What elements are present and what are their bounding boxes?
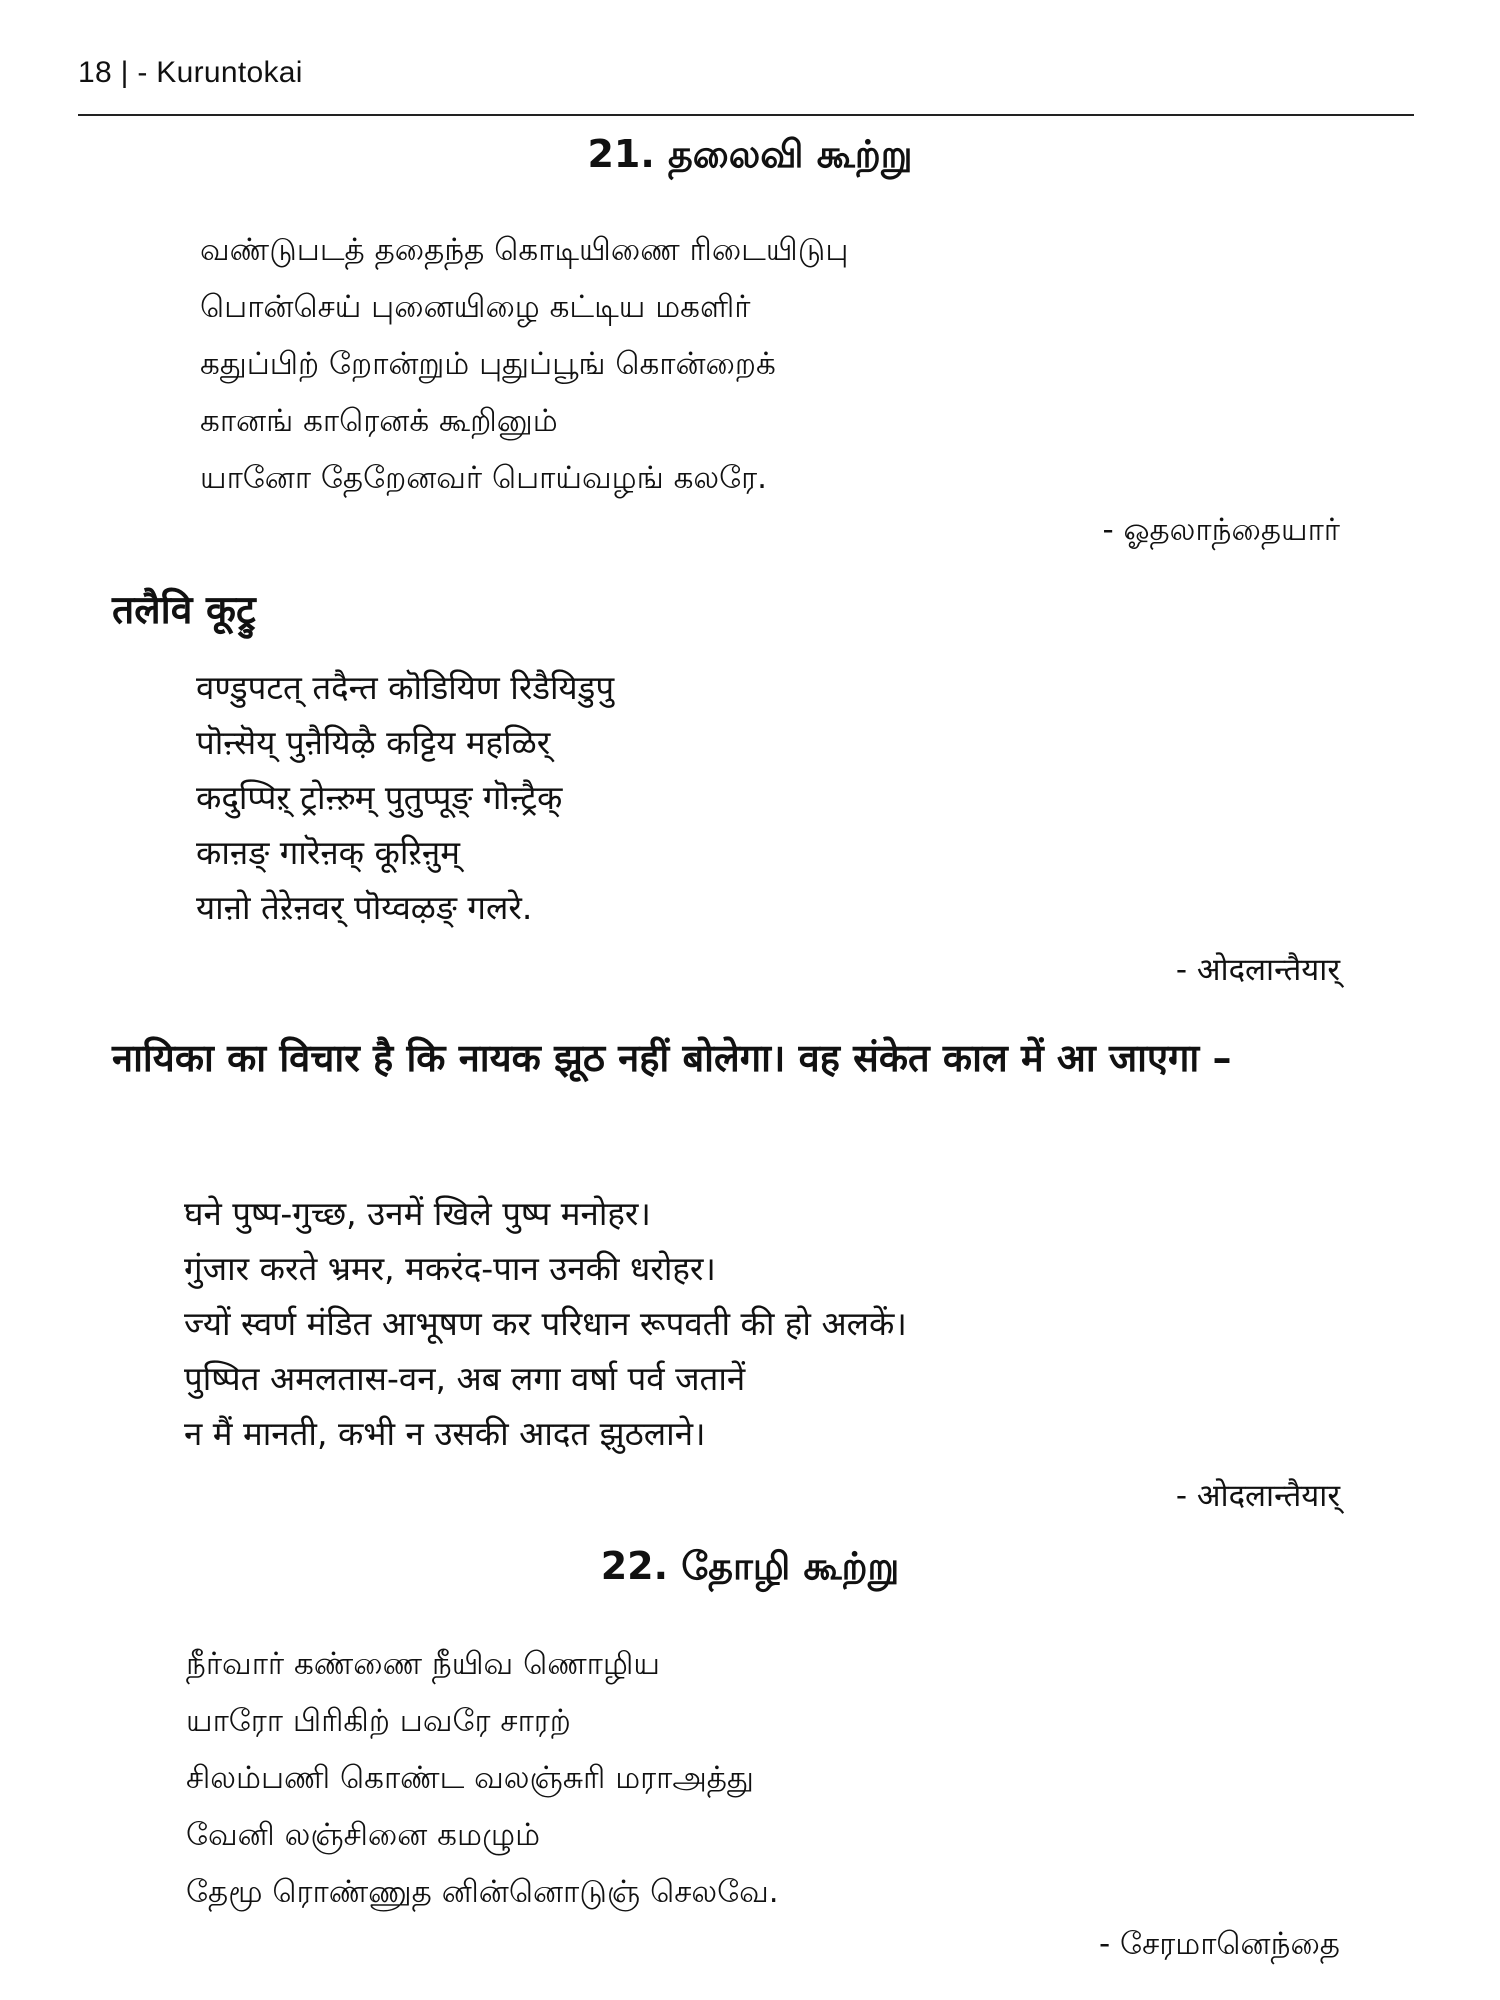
verse-line: कदुप्पिऱ् ट्रोऩ्ऱुम् पुतुप्पूङ् गॊऩ्ट्रैक् (196, 778, 563, 817)
poem-21-hindi-statement: नायिका का विचार है कि नायक झूठ नहीं बोलेगा। वह संकेत काल में आ जाएगा – (112, 1036, 1232, 1080)
verse-line: पॊऩ्सॆय् पुऩैयिऴै कट्टिय महळिर् (196, 723, 551, 762)
poem-22-tamil-verse (186, 1636, 779, 1921)
poem-21-hindi-author: - ओदलान्तैयार् (1175, 1478, 1340, 1514)
poem-22-heading: 22. தோழி கூற்று (600, 1544, 900, 1588)
verse-line: घने पुष्प-गुच्छ, उनमें खिले पुष्प मनोहर। (184, 1194, 651, 1233)
header-rule (78, 114, 1414, 116)
verse-line: गुंजार करते भ्रमर, मकरंद-पान उनकी धरोहर। (184, 1249, 716, 1288)
verse-line: யானோ தேறேனவர் பொய்வழங் கலரே. (200, 460, 768, 496)
page-header (78, 56, 303, 90)
verse-line: தேமூ ரொண்ணுத னின்னொடுஞ் செலவே. (186, 1874, 779, 1910)
verse-line: ज्यों स्वर्ण मंडित आभूषण कर परिधान रूपवती की हो अलकें। (184, 1304, 907, 1343)
verse-line: பொன்செய் புனையிழை கட்டிய மகளிர் (200, 289, 751, 325)
poem-21-tamil-author: - ஓதலாந்தையார் (1102, 512, 1340, 548)
poem-21-translit-heading: तलैवि कूट्रु (112, 588, 256, 633)
page-number: 18 (78, 56, 112, 89)
verse-line: काऩङ् गारॆऩक् कूऱिऩुम् (196, 833, 460, 872)
verse-line: वण्डुपटत् तदैन्त कॊडियिण रिडैयिडुपु (196, 668, 615, 707)
verse-line: याऩो तेऱेऩवर् पॊय्वऴङ् गलरे. (196, 888, 533, 927)
verse-line: கானங் காரெனக் கூறினும் (200, 403, 558, 439)
verse-line: கதுப்பிற் றோன்றும் புதுப்பூங் கொன்றைக் (200, 346, 776, 382)
poem-21-translit-verse (196, 660, 614, 935)
poem-21-hindi-verse (184, 1186, 907, 1461)
poem-21-heading: 21. தலைவி கூற்று (587, 132, 913, 176)
verse-line: சிலம்பணி கொண்ட வலஞ்சுரி மராஅத்து (186, 1760, 754, 1796)
poem-22-tamil-author: - சேரமானெந்தை (1099, 1926, 1340, 1962)
verse-line: வேனி லஞ்சினை கமழும் (186, 1817, 541, 1853)
verse-line: न मैं मानती, कभी न उसकी आदत झुठलाने। (184, 1414, 706, 1453)
verse-line: வண்டுபடத் ததைந்த கொடியிணை ரிடையிடுபு (200, 232, 849, 268)
verse-line: நீர்வார் கண்ணை நீயிவ ணொழிய (186, 1646, 660, 1682)
poem-21-tamil-verse (200, 222, 848, 507)
verse-line: पुष्पित अमलतास-वन, अब लगा वर्षा पर्व जतानें (184, 1359, 746, 1398)
book-title: - Kuruntokai (137, 56, 303, 89)
verse-line: யாரோ பிரிகிற் பவரே சாரற் (186, 1703, 571, 1739)
header-separator: | (120, 56, 129, 89)
poem-21-translit-author: - ओदलान्तैयार् (1175, 952, 1340, 988)
